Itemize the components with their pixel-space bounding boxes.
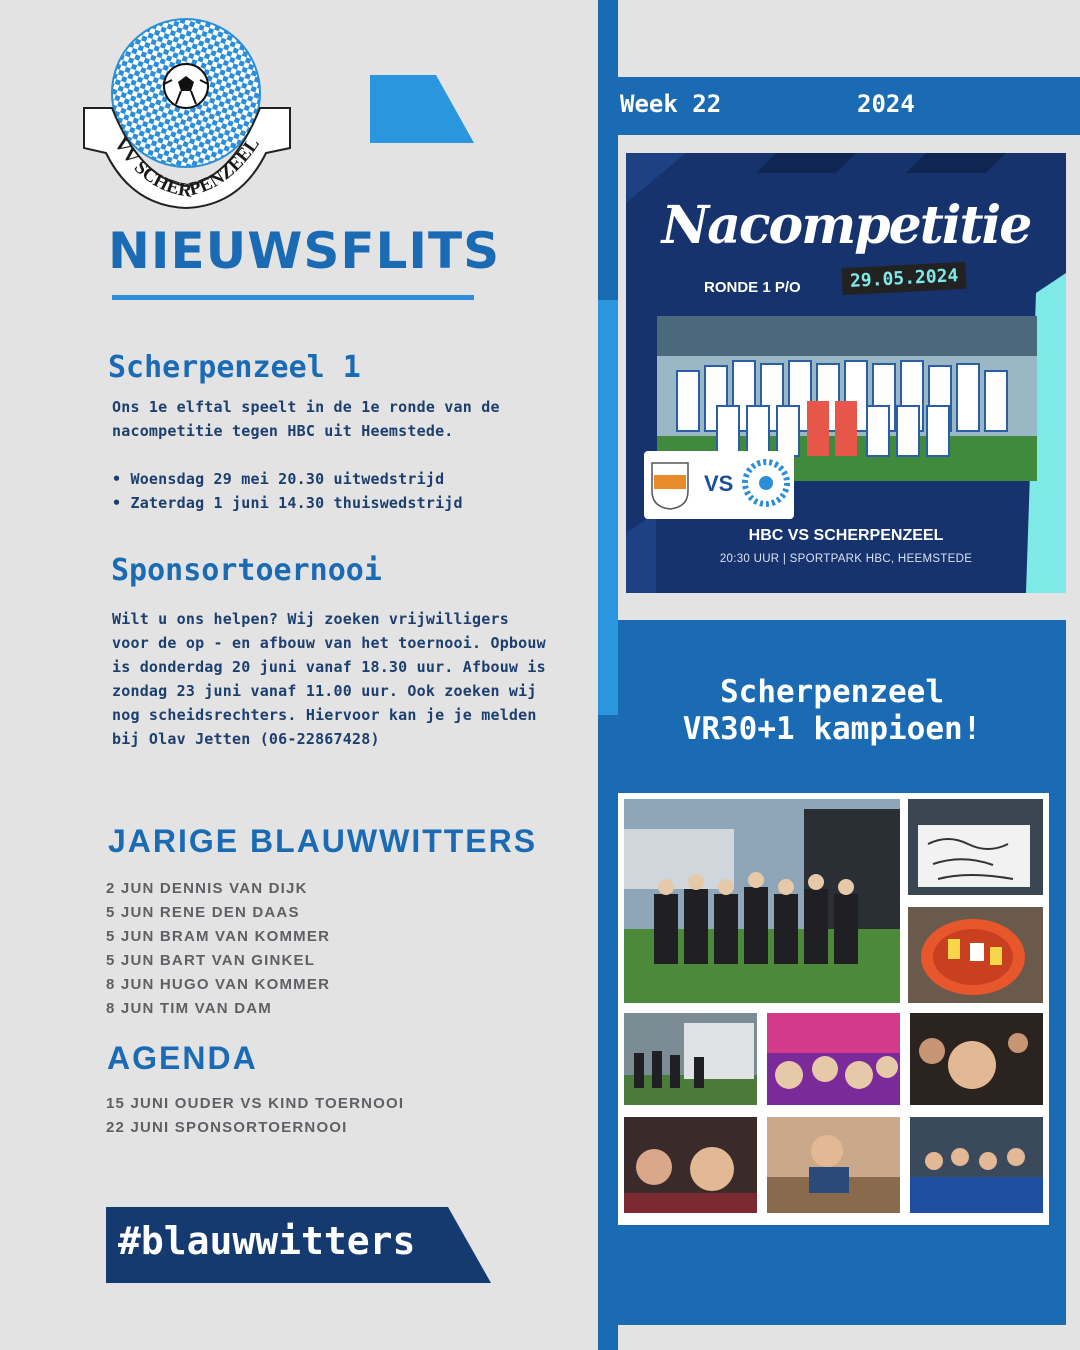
collage-photo-selfie xyxy=(910,1013,1043,1105)
collage-photo-coach xyxy=(910,1117,1043,1213)
collage-photo-table xyxy=(767,1117,900,1213)
champions-line-1: Scherpenzeel xyxy=(720,674,944,710)
right-column-accent xyxy=(598,300,618,715)
match-item: • Woensdag 29 mei 20.30 uitwedstrijd xyxy=(112,470,445,488)
photo-collage xyxy=(618,793,1049,1225)
birthday-item: 5 JUN BRAM VAN KOMMER xyxy=(106,928,331,945)
birthday-item: 8 JUN TIM VAN DAM xyxy=(106,1000,272,1017)
title-underline xyxy=(112,295,474,300)
section-title-birthdays: JARIGE BLAUWWITTERS xyxy=(108,823,538,859)
versus-text: VS xyxy=(704,471,734,496)
hashtag-text: #blauwwitters xyxy=(118,1219,416,1263)
poster-venue: 20:30 UUR | SPORTPARK HBC, HEEMSTEDE xyxy=(719,553,973,565)
agenda-list xyxy=(106,1092,404,1140)
collage-photo-bus xyxy=(624,1013,757,1105)
match-list xyxy=(112,467,552,515)
versus-badge xyxy=(644,451,794,519)
section-title-agenda: AGENDA xyxy=(107,1040,258,1076)
collage-photo-team xyxy=(624,799,900,1003)
birthday-list xyxy=(106,877,330,1021)
birthday-item: 5 JUN BART VAN GINKEL xyxy=(106,952,316,969)
poster-title: Nacompetitie xyxy=(661,195,1031,256)
collage-photo-party xyxy=(767,1013,900,1105)
match-poster xyxy=(626,153,1066,593)
poster-round: RONDE 1 P/O xyxy=(704,279,801,296)
section-text-sponsor: Wilt u ons helpen? Wij zoeken vrijwilligers voor de op - en afbouw van het toernooi. Opbouw is donderdag 20 juni vanaf 18.30 uur. Afbouw is zondag 23 juni vanaf 11.00 uur. Ook zoeken wij nog scheidsrechters. Hiervoor kan je je melden bij Olav Jetten (06-22867428) xyxy=(112,610,546,748)
club-logo xyxy=(80,18,295,213)
hbc-crest-icon xyxy=(650,461,690,511)
poster-date: 29.05.2024 xyxy=(841,262,967,295)
poster-match: HBC VS SCHERPENZEEL xyxy=(748,527,944,544)
collage-photo-friends xyxy=(624,1117,757,1213)
collage-photo-banner xyxy=(908,799,1043,895)
birthday-item: 2 JUN DENNIS VAN DIJK xyxy=(106,880,308,897)
page-title: NIEUWSFLITS xyxy=(108,222,501,280)
week-label: Week 22 xyxy=(620,90,722,118)
champions-line-2: VR30+1 kampioen! xyxy=(682,711,982,747)
section-title-sponsor: Sponsortoernooi xyxy=(111,553,382,588)
logo-text: VV SCHERPENZEEL xyxy=(109,133,264,202)
agenda-item: 15 JUNI OUDER VS KIND TOERNOOI xyxy=(106,1095,405,1112)
scherpenzeel-crest-icon xyxy=(742,459,790,507)
decorative-shape xyxy=(370,75,474,143)
birthday-item: 5 JUN RENE DEN DAAS xyxy=(106,904,300,921)
collage-photo-bucket xyxy=(908,907,1043,1003)
agenda-item: 22 JUNI SPONSORTOERNOOI xyxy=(106,1119,348,1136)
birthday-item: 8 JUN HUGO VAN KOMMER xyxy=(106,976,331,993)
section-text-scherpenzeel1: Ons 1e elftal speelt in de 1e ronde van de nacompetitie tegen HBC uit Heemstede. xyxy=(112,398,500,440)
section-title-scherpenzeel1: Scherpenzeel 1 xyxy=(108,350,361,385)
match-item: • Zaterdag 1 juni 14.30 thuiswedstrijd xyxy=(112,494,463,512)
champions-title xyxy=(618,674,1046,748)
year-label: 2024 xyxy=(857,90,915,118)
champions-section xyxy=(618,620,1066,1325)
